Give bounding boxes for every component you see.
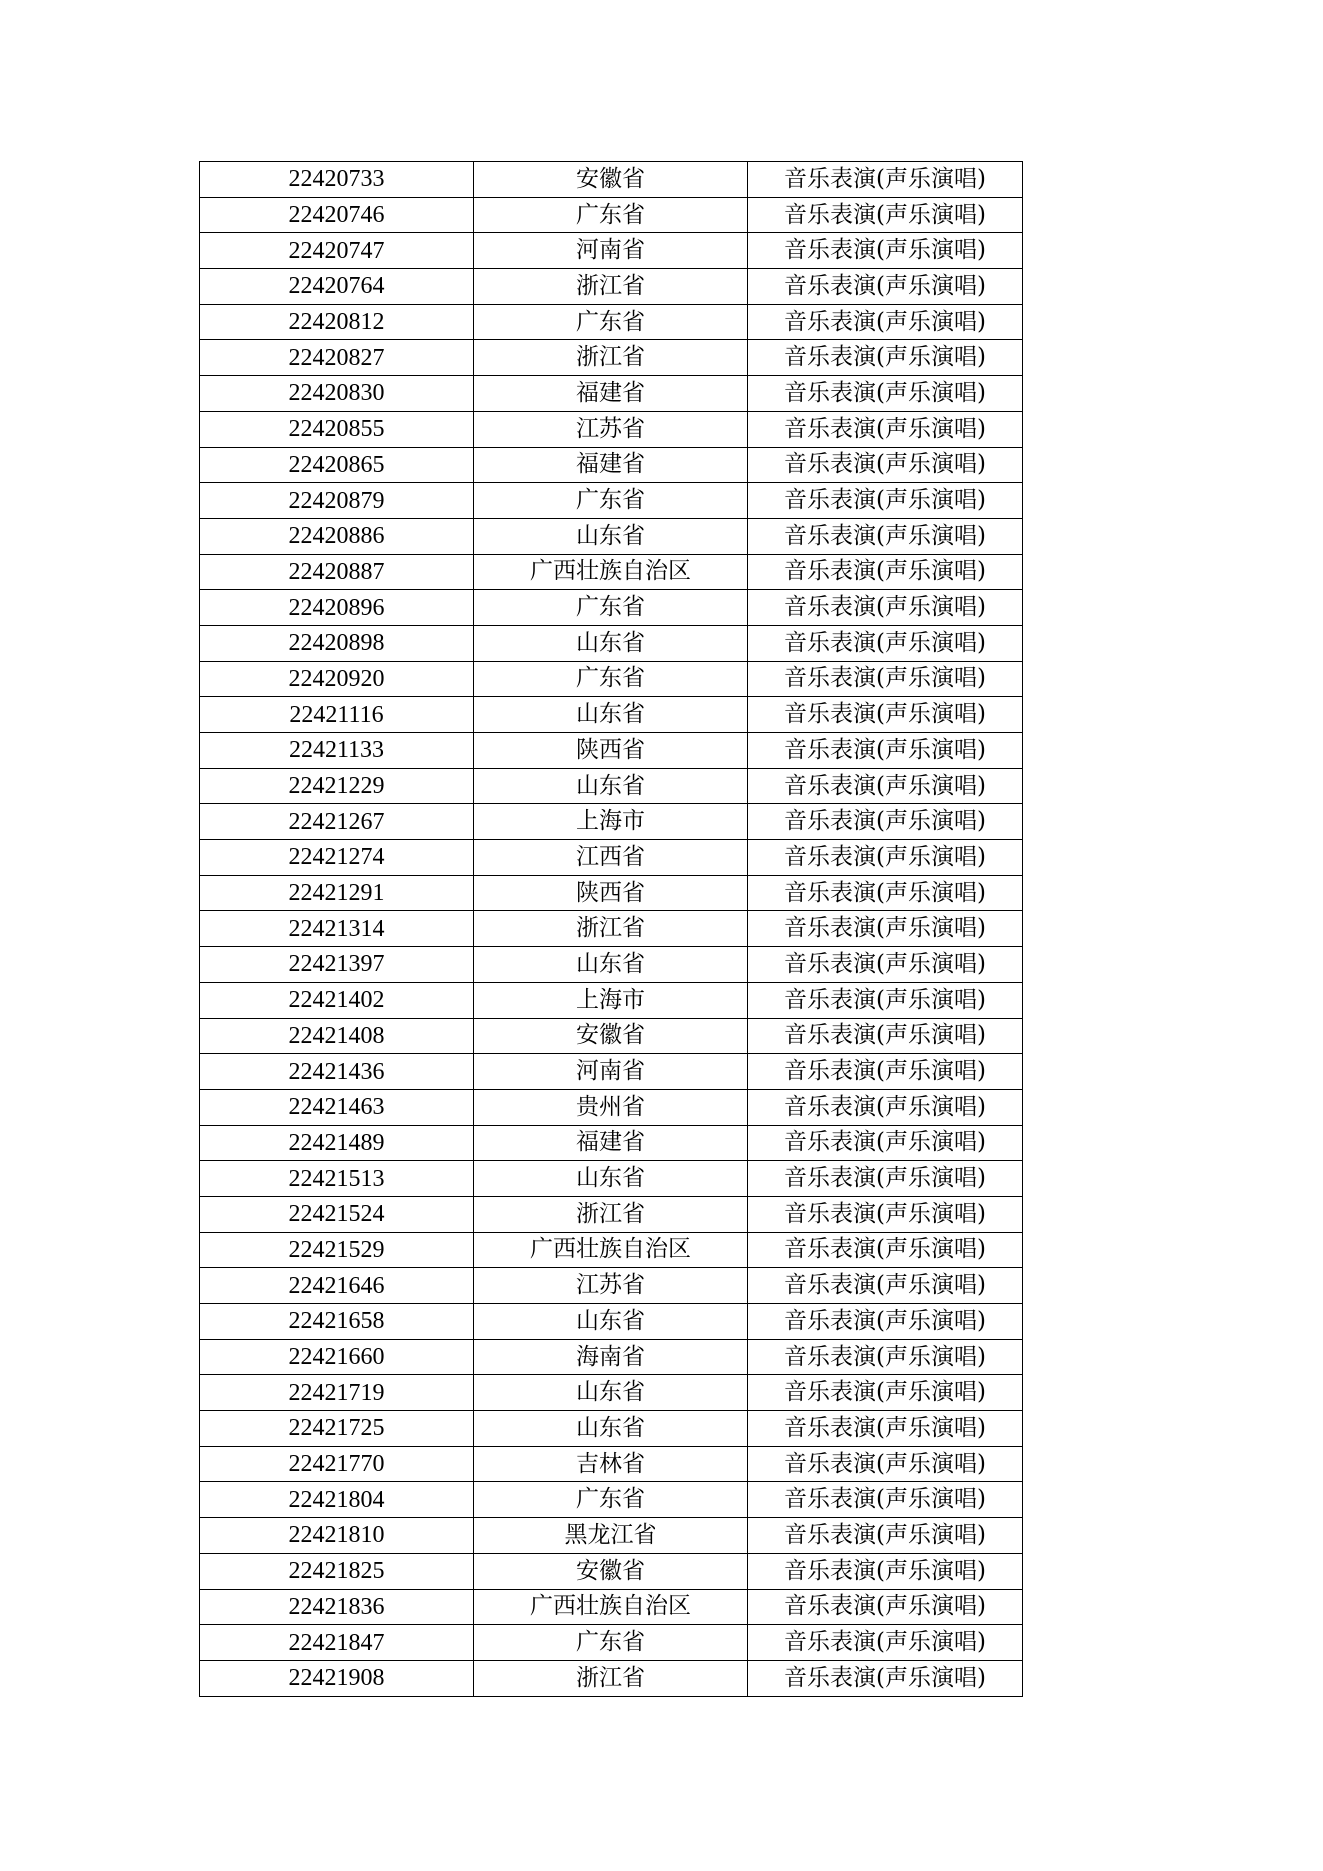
major-cell: 音乐表演(声乐演唱) <box>748 162 1023 198</box>
major-cell: 音乐表演(声乐演唱) <box>748 1625 1023 1661</box>
student-id-cell: 22421770 <box>200 1446 474 1482</box>
province-cell: 吉林省 <box>474 1446 748 1482</box>
roster-table-body <box>200 162 1023 1697</box>
major-cell: 音乐表演(声乐演唱) <box>748 483 1023 519</box>
student-id-cell: 22421436 <box>200 1054 474 1090</box>
table-row <box>200 1375 1023 1411</box>
province-cell: 海南省 <box>474 1339 748 1375</box>
table-row <box>200 1018 1023 1054</box>
table-row <box>200 875 1023 911</box>
student-id-cell: 22421463 <box>200 1089 474 1125</box>
table-row <box>200 1553 1023 1589</box>
table-row <box>200 1518 1023 1554</box>
table-row <box>200 162 1023 198</box>
student-id-cell: 22420746 <box>200 197 474 233</box>
province-cell: 广西壮族自治区 <box>474 554 748 590</box>
major-cell: 音乐表演(声乐演唱) <box>748 1339 1023 1375</box>
province-cell: 上海市 <box>474 804 748 840</box>
table-row <box>200 1589 1023 1625</box>
table-row <box>200 911 1023 947</box>
major-cell: 音乐表演(声乐演唱) <box>748 982 1023 1018</box>
major-cell: 音乐表演(声乐演唱) <box>748 1446 1023 1482</box>
table-row <box>200 1482 1023 1518</box>
student-id-cell: 22421908 <box>200 1660 474 1696</box>
table-row <box>200 625 1023 661</box>
student-id-cell: 22421658 <box>200 1304 474 1340</box>
student-id-cell: 22421513 <box>200 1161 474 1197</box>
province-cell: 河南省 <box>474 1054 748 1090</box>
province-cell: 山东省 <box>474 625 748 661</box>
province-cell: 山东省 <box>474 1304 748 1340</box>
province-cell: 江苏省 <box>474 1268 748 1304</box>
province-cell: 浙江省 <box>474 269 748 305</box>
table-row <box>200 340 1023 376</box>
table-row <box>200 554 1023 590</box>
table-row <box>200 197 1023 233</box>
province-cell: 安徽省 <box>474 162 748 198</box>
province-cell: 江苏省 <box>474 411 748 447</box>
student-id-cell: 22420886 <box>200 518 474 554</box>
major-cell: 音乐表演(声乐演唱) <box>748 1482 1023 1518</box>
student-id-cell: 22421402 <box>200 982 474 1018</box>
student-id-cell: 22421719 <box>200 1375 474 1411</box>
student-id-cell: 22420865 <box>200 447 474 483</box>
province-cell: 广西壮族自治区 <box>474 1589 748 1625</box>
student-id-cell: 22421314 <box>200 911 474 947</box>
table-row <box>200 1625 1023 1661</box>
student-id-cell: 22420855 <box>200 411 474 447</box>
major-cell: 音乐表演(声乐演唱) <box>748 840 1023 876</box>
table-row <box>200 1054 1023 1090</box>
table-row <box>200 661 1023 697</box>
table-row <box>200 840 1023 876</box>
province-cell: 广东省 <box>474 197 748 233</box>
table-row <box>200 1089 1023 1125</box>
table-row <box>200 947 1023 983</box>
major-cell: 音乐表演(声乐演唱) <box>748 554 1023 590</box>
table-row <box>200 1446 1023 1482</box>
student-id-cell: 22421397 <box>200 947 474 983</box>
table-row <box>200 697 1023 733</box>
table-row <box>200 483 1023 519</box>
student-id-cell: 22421847 <box>200 1625 474 1661</box>
table-row <box>200 233 1023 269</box>
student-id-cell: 22420747 <box>200 233 474 269</box>
table-row <box>200 1660 1023 1696</box>
major-cell: 音乐表演(声乐演唱) <box>748 269 1023 305</box>
student-id-cell: 22420733 <box>200 162 474 198</box>
province-cell: 福建省 <box>474 447 748 483</box>
major-cell: 音乐表演(声乐演唱) <box>748 1089 1023 1125</box>
student-id-cell: 22420898 <box>200 625 474 661</box>
major-cell: 音乐表演(声乐演唱) <box>748 1054 1023 1090</box>
student-id-cell: 22421489 <box>200 1125 474 1161</box>
province-cell: 广东省 <box>474 1482 748 1518</box>
province-cell: 山东省 <box>474 1161 748 1197</box>
table-row <box>200 768 1023 804</box>
student-id-cell: 22421529 <box>200 1232 474 1268</box>
province-cell: 山东省 <box>474 1375 748 1411</box>
province-cell: 广东省 <box>474 1625 748 1661</box>
table-row <box>200 1268 1023 1304</box>
major-cell: 音乐表演(声乐演唱) <box>748 768 1023 804</box>
student-id-cell: 22421646 <box>200 1268 474 1304</box>
table-row <box>200 304 1023 340</box>
table-row <box>200 1161 1023 1197</box>
student-id-cell: 22421133 <box>200 733 474 769</box>
province-cell: 广东省 <box>474 661 748 697</box>
major-cell: 音乐表演(声乐演唱) <box>748 947 1023 983</box>
student-id-cell: 22420764 <box>200 269 474 305</box>
major-cell: 音乐表演(声乐演唱) <box>748 1232 1023 1268</box>
major-cell: 音乐表演(声乐演唱) <box>748 1018 1023 1054</box>
province-cell: 浙江省 <box>474 1660 748 1696</box>
table-row <box>200 804 1023 840</box>
major-cell: 音乐表演(声乐演唱) <box>748 911 1023 947</box>
province-cell: 山东省 <box>474 947 748 983</box>
province-cell: 安徽省 <box>474 1553 748 1589</box>
major-cell: 音乐表演(声乐演唱) <box>748 1411 1023 1447</box>
province-cell: 山东省 <box>474 768 748 804</box>
province-cell: 浙江省 <box>474 1196 748 1232</box>
student-id-cell: 22420812 <box>200 304 474 340</box>
student-id-cell: 22421116 <box>200 697 474 733</box>
table-row <box>200 1125 1023 1161</box>
province-cell: 广西壮族自治区 <box>474 1232 748 1268</box>
table-row <box>200 1411 1023 1447</box>
major-cell: 音乐表演(声乐演唱) <box>748 447 1023 483</box>
major-cell: 音乐表演(声乐演唱) <box>748 411 1023 447</box>
major-cell: 音乐表演(声乐演唱) <box>748 304 1023 340</box>
major-cell: 音乐表演(声乐演唱) <box>748 1518 1023 1554</box>
major-cell: 音乐表演(声乐演唱) <box>748 340 1023 376</box>
major-cell: 音乐表演(声乐演唱) <box>748 1268 1023 1304</box>
major-cell: 音乐表演(声乐演唱) <box>748 733 1023 769</box>
major-cell: 音乐表演(声乐演唱) <box>748 804 1023 840</box>
province-cell: 上海市 <box>474 982 748 1018</box>
table-row <box>200 982 1023 1018</box>
province-cell: 贵州省 <box>474 1089 748 1125</box>
student-id-cell: 22421825 <box>200 1553 474 1589</box>
province-cell: 广东省 <box>474 590 748 626</box>
major-cell: 音乐表演(声乐演唱) <box>748 233 1023 269</box>
student-id-cell: 22421408 <box>200 1018 474 1054</box>
student-id-cell: 22421267 <box>200 804 474 840</box>
major-cell: 音乐表演(声乐演唱) <box>748 1553 1023 1589</box>
major-cell: 音乐表演(声乐演唱) <box>748 697 1023 733</box>
major-cell: 音乐表演(声乐演唱) <box>748 197 1023 233</box>
student-id-cell: 22421524 <box>200 1196 474 1232</box>
student-id-cell: 22421660 <box>200 1339 474 1375</box>
table-row <box>200 269 1023 305</box>
province-cell: 山东省 <box>474 518 748 554</box>
table-row <box>200 1232 1023 1268</box>
student-id-cell: 22421274 <box>200 840 474 876</box>
major-cell: 音乐表演(声乐演唱) <box>748 1161 1023 1197</box>
table-row <box>200 733 1023 769</box>
major-cell: 音乐表演(声乐演唱) <box>748 1304 1023 1340</box>
table-row <box>200 1339 1023 1375</box>
student-id-cell: 22420887 <box>200 554 474 590</box>
major-cell: 音乐表演(声乐演唱) <box>748 625 1023 661</box>
student-id-cell: 22420920 <box>200 661 474 697</box>
province-cell: 山东省 <box>474 1411 748 1447</box>
province-cell: 浙江省 <box>474 340 748 376</box>
province-cell: 陕西省 <box>474 733 748 769</box>
province-cell: 广东省 <box>474 304 748 340</box>
province-cell: 福建省 <box>474 1125 748 1161</box>
major-cell: 音乐表演(声乐演唱) <box>748 518 1023 554</box>
student-id-cell: 22421810 <box>200 1518 474 1554</box>
major-cell: 音乐表演(声乐演唱) <box>748 661 1023 697</box>
table-row <box>200 447 1023 483</box>
province-cell: 浙江省 <box>474 911 748 947</box>
province-cell: 陕西省 <box>474 875 748 911</box>
roster-table <box>199 161 1023 1697</box>
major-cell: 音乐表演(声乐演唱) <box>748 1589 1023 1625</box>
major-cell: 音乐表演(声乐演唱) <box>748 875 1023 911</box>
province-cell: 河南省 <box>474 233 748 269</box>
province-cell: 黑龙江省 <box>474 1518 748 1554</box>
student-id-cell: 22420830 <box>200 376 474 412</box>
table-row <box>200 411 1023 447</box>
student-id-cell: 22421229 <box>200 768 474 804</box>
table-row <box>200 1196 1023 1232</box>
major-cell: 音乐表演(声乐演唱) <box>748 1125 1023 1161</box>
student-id-cell: 22421836 <box>200 1589 474 1625</box>
table-row <box>200 590 1023 626</box>
table-row <box>200 376 1023 412</box>
student-id-cell: 22420827 <box>200 340 474 376</box>
student-id-cell: 22421291 <box>200 875 474 911</box>
student-id-cell: 22420879 <box>200 483 474 519</box>
student-id-cell: 22421804 <box>200 1482 474 1518</box>
major-cell: 音乐表演(声乐演唱) <box>748 1375 1023 1411</box>
student-id-cell: 22420896 <box>200 590 474 626</box>
province-cell: 福建省 <box>474 376 748 412</box>
province-cell: 广东省 <box>474 483 748 519</box>
major-cell: 音乐表演(声乐演唱) <box>748 1196 1023 1232</box>
province-cell: 山东省 <box>474 697 748 733</box>
table-row <box>200 1304 1023 1340</box>
province-cell: 安徽省 <box>474 1018 748 1054</box>
major-cell: 音乐表演(声乐演唱) <box>748 590 1023 626</box>
major-cell: 音乐表演(声乐演唱) <box>748 376 1023 412</box>
province-cell: 江西省 <box>474 840 748 876</box>
student-id-cell: 22421725 <box>200 1411 474 1447</box>
major-cell: 音乐表演(声乐演唱) <box>748 1660 1023 1696</box>
table-row <box>200 518 1023 554</box>
